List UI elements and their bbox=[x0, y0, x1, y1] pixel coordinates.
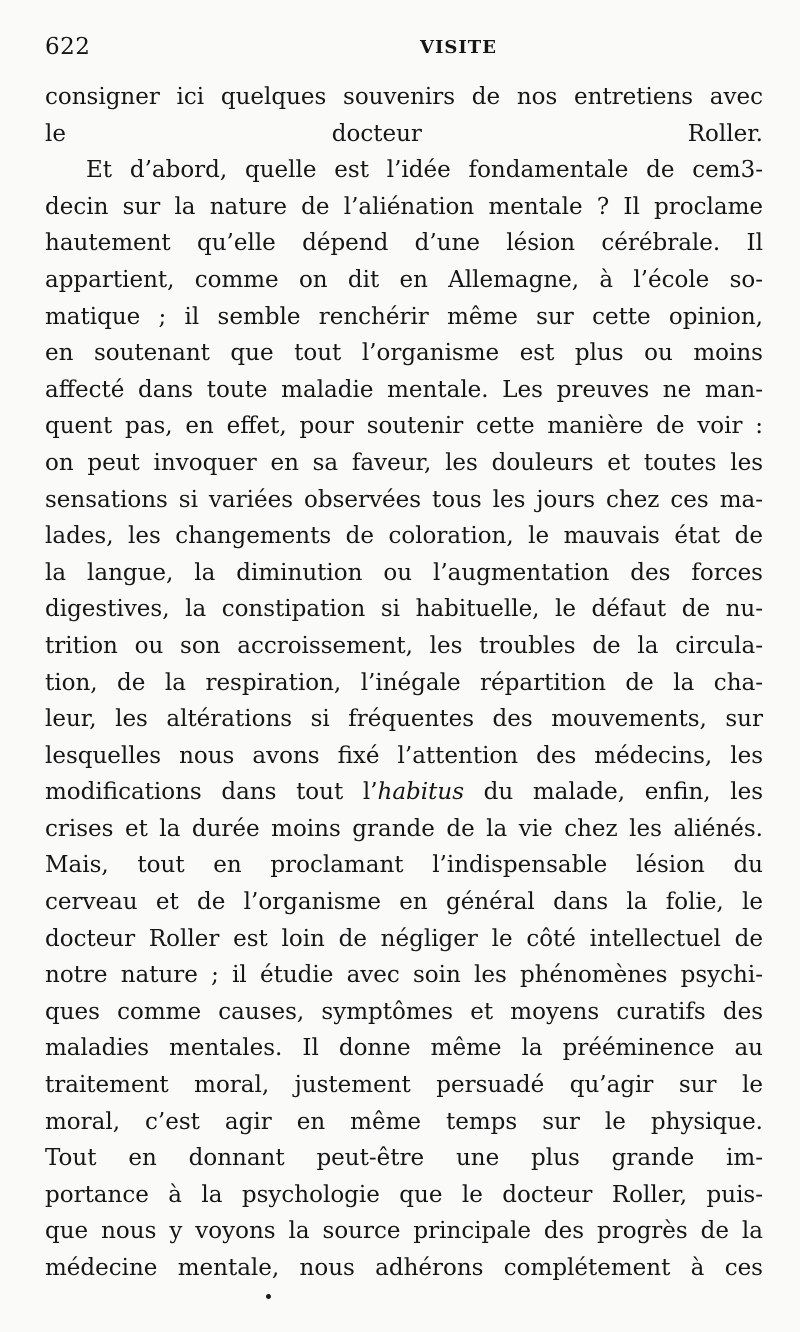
text-line: Et d’abord, quelle est l’idée fondamentale de cem3- bbox=[86, 157, 763, 184]
running-title: VISITE bbox=[420, 37, 497, 58]
text-line: Mais, tout en proclamant l’indispensable lésion du bbox=[45, 852, 763, 879]
text-line: notre nature ; il étudie avec soin les phénomènes psychi- bbox=[45, 962, 763, 989]
text-line bbox=[45, 774, 763, 811]
text-line: médecine mentale, nous adhérons complétement à ces bbox=[45, 1255, 763, 1281]
page-header bbox=[45, 34, 763, 66]
text-line: ques comme causes, symptômes et moyens curatifs des bbox=[45, 998, 763, 1025]
text-line: crises et la durée moins grande de la vie chez les aliénés. bbox=[45, 815, 763, 842]
text-line: en soutenant que tout l’organisme est plus ou moins bbox=[45, 340, 763, 367]
italic-term: habitus bbox=[377, 779, 464, 806]
text-line: decin sur la nature de l’aliénation mentale ? Il proclame bbox=[45, 193, 763, 220]
printer-mark bbox=[266, 1294, 271, 1299]
body-text bbox=[45, 79, 763, 1287]
text-segment: modifications dans tout l’ bbox=[45, 779, 378, 806]
text-line: la langue, la diminution ou l’augmentation des forces bbox=[45, 559, 763, 586]
text-line: matique ; il semble renchérir même sur cette opinion, bbox=[45, 303, 763, 330]
text-line: moral, c’est agir en même temps sur le physique. bbox=[45, 1108, 763, 1135]
text-line: on peut invoquer en sa faveur, les douleurs et toutes les bbox=[45, 449, 763, 476]
page-number: 622 bbox=[45, 34, 91, 60]
text-line: sensations si variées observées tous les jours chez ces ma- bbox=[45, 486, 763, 513]
text-line: consigner ici quelques souvenirs de nos entretiens avec bbox=[45, 84, 763, 110]
text-line: que nous y voyons la source principale des progrès de la bbox=[45, 1218, 763, 1245]
text-line: appartient, comme on dit en Allemagne, à l’école so- bbox=[45, 266, 763, 293]
text-line: docteur Roller est loin de négliger le côté intellectuel de bbox=[45, 925, 763, 952]
text-line: traitement moral, justement persuadé qu’agir sur le bbox=[45, 1072, 763, 1099]
text-line: affecté dans toute maladie mentale. Les preuves ne man- bbox=[45, 376, 763, 403]
text-line: lades, les changements de coloration, le mauvais état de bbox=[45, 523, 763, 550]
text-line: hautement qu’elle dépend d’une lésion cérébrale. Il bbox=[45, 230, 763, 257]
text-line: Tout en donnant peut-être une plus grande im- bbox=[45, 1145, 763, 1172]
text-line: portance à la psychologie que le docteur Roller, puis- bbox=[45, 1181, 763, 1208]
text-line: lesquelles nous avons fixé l’attention des médecins, les bbox=[45, 742, 763, 769]
text-line: cerveau et de l’organisme en général dans la folie, le bbox=[45, 889, 763, 916]
text-line: trition ou son accroissement, les troubles de la circula- bbox=[45, 632, 763, 659]
text-line: quent pas, en effet, pour soutenir cette manière de voir : bbox=[45, 413, 763, 440]
text-segment: du malade, enfin, les bbox=[464, 779, 763, 806]
text-line: tion, de la respiration, l’inégale répartition de la cha- bbox=[45, 669, 763, 696]
text-line: leur, les altérations si fréquentes des mouvements, sur bbox=[45, 706, 763, 733]
text-line: digestives, la constipation si habituelle, le défaut de nu- bbox=[45, 596, 763, 623]
text-line: maladies mentales. Il donne même la prééminence au bbox=[45, 1035, 763, 1062]
text-line: le docteur Roller. bbox=[45, 120, 763, 147]
